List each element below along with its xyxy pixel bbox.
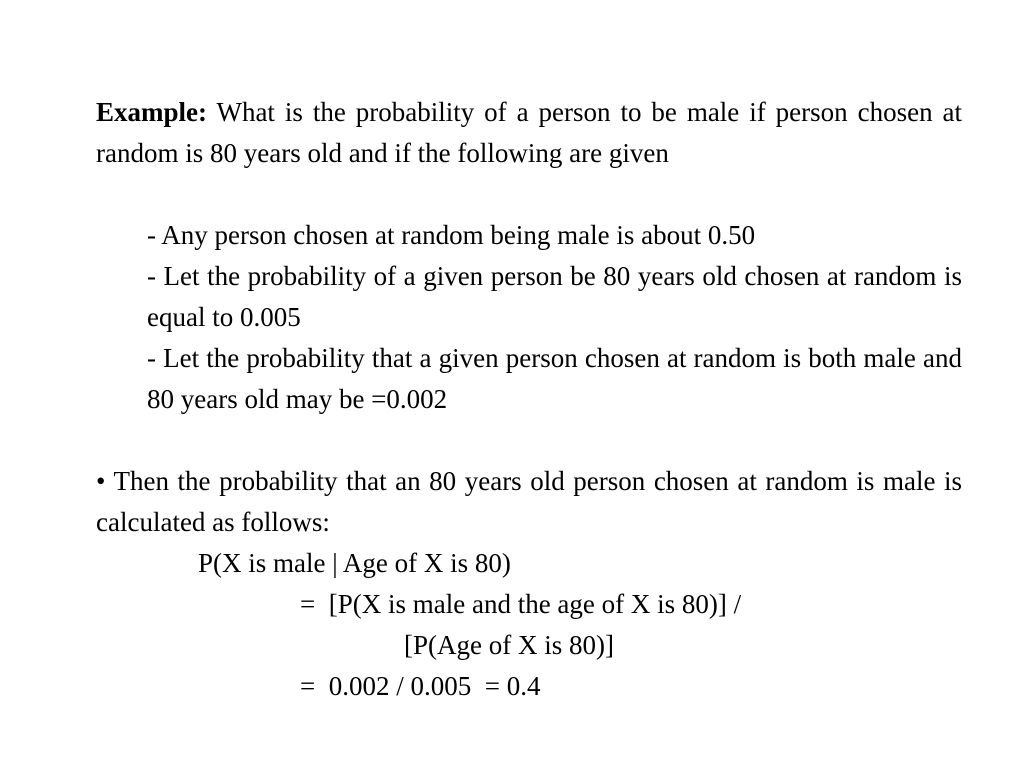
example-question: What is the probability of a person to be male if person chosen at random is 80 years old and if the following are given — [96, 97, 962, 168]
example-paragraph — [96, 92, 962, 174]
given-list — [147, 215, 962, 420]
given-item-joint-probability: - Let the probability that a given person chosen at random is both male and 80 years old may be =0.002 — [147, 343, 962, 414]
example-label: Example: — [96, 97, 207, 127]
formula-line-result: = 0.002 / 0.005 = 0.4 — [300, 671, 541, 701]
given-item-age-probability: - Let the probability of a given person be 80 years old chosen at random is equal to 0.005 — [147, 261, 962, 332]
formula-line-numerator: = [P(X is male and the age of X is 80)] / — [300, 589, 742, 619]
formula-line-conditional: P(X is male | Age of X is 80) — [198, 548, 511, 578]
formula-line-denominator: [P(Age of X is 80)] — [404, 630, 614, 660]
given-item-male-probability: - Any person chosen at random being male is about 0.50 — [147, 220, 756, 250]
conclusion-paragraph: • Then the probability that an 80 years old person chosen at random is male is calculated as follows: — [96, 466, 962, 537]
